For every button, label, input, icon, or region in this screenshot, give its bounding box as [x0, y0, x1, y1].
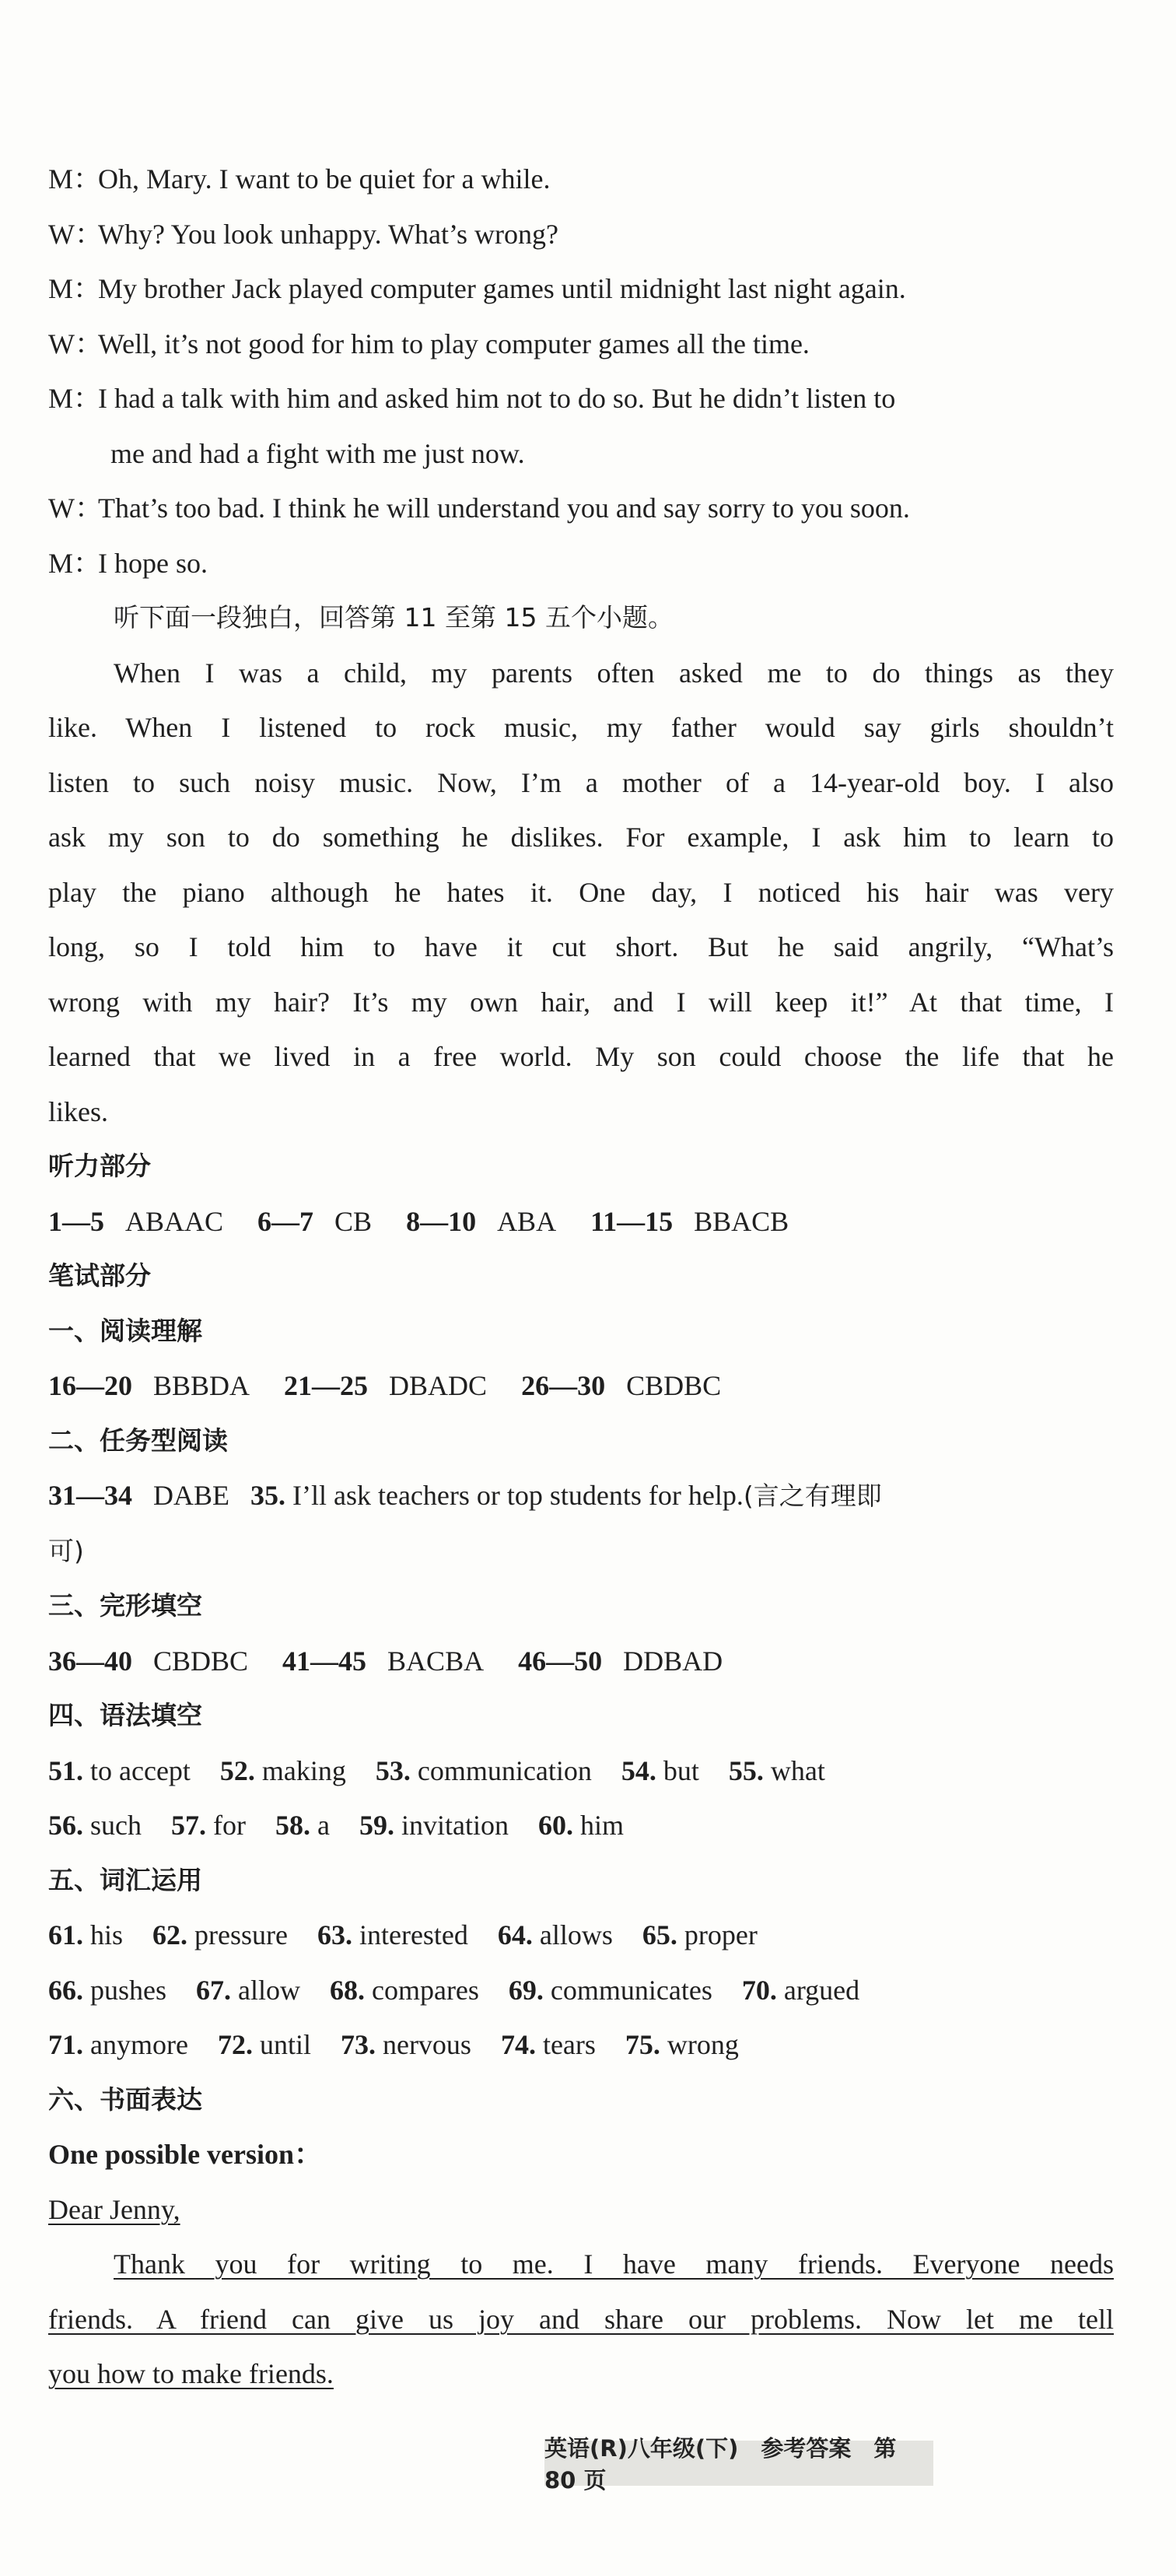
- speaker-label: M：: [48, 547, 102, 579]
- answer-word: him: [579, 1810, 624, 1841]
- answer-item: [376, 1755, 592, 1786]
- answer-number: 72.: [217, 2029, 253, 2060]
- answer-word: wrong: [667, 2029, 739, 2060]
- answer-word: compares: [371, 1974, 479, 2006]
- dialogue-continuation: me and had a fight with me just now.: [110, 437, 525, 469]
- answer-number: 67.: [196, 1974, 231, 2006]
- answer-word: invitation: [401, 1810, 509, 1841]
- answer-group: 46—50 DDBAD: [518, 1645, 723, 1677]
- answer-row: [48, 1798, 1114, 1853]
- dialogue-line: [48, 481, 1114, 536]
- task-reading-note: 可): [48, 1535, 84, 1566]
- dialogue-text: Oh, Mary. I want to be quiet for a while.: [98, 163, 551, 195]
- writing-line: [48, 2292, 1114, 2347]
- answer-item: [509, 1975, 712, 2006]
- answer-item: [317, 1919, 468, 1950]
- vocab-title: 五、词汇运用: [48, 1864, 202, 1895]
- writing-title: 六、书面表达: [48, 2084, 202, 2115]
- dialogue-text: Why? You look unhappy. What’s wrong?: [98, 218, 558, 250]
- reading-title: 一、阅读理解: [48, 1315, 202, 1346]
- answer-item: [625, 2029, 739, 2060]
- page-footer: 英语(R)八年级(下) 参考答案 第 80 页: [544, 2441, 933, 2486]
- dialogue-line: [48, 152, 1114, 207]
- speaker-label: W：: [48, 492, 103, 524]
- answer-row: [48, 1963, 1114, 2018]
- answer-number: 59.: [359, 1810, 394, 1841]
- answer-item: [498, 1919, 613, 1950]
- speaker-label: M：: [48, 383, 102, 414]
- answer-word: proper: [684, 1919, 758, 1950]
- monologue-line: play the piano although he hates it. One day, I noticed his hair was very: [48, 876, 1114, 908]
- answer-item: [742, 1975, 859, 2006]
- dialogue-section: [48, 152, 1114, 591]
- answer-number: 71.: [48, 2029, 83, 2060]
- task-reading-answers: 31—34 DABE 35. I’ll ask teachers or top students for help.(言之有理即: [48, 1480, 882, 1511]
- monologue-intro: 听下面一段独白，回答第 11 至第 15 五个小题。: [114, 602, 674, 633]
- answer-item: [642, 1919, 758, 1950]
- vocab-answers: [48, 1908, 1114, 2073]
- monologue-line: learned that we lived in a free world. My son could choose the life that he: [48, 1041, 1114, 1072]
- listening-section-title: 听力部分: [48, 1151, 151, 1181]
- writing-line: [48, 2346, 1114, 2402]
- answer-word: such: [90, 1810, 142, 1841]
- monologue-line: likes.: [48, 1095, 108, 1127]
- dialogue-text: That’s too bad. I think he will understand you and say sorry to you soon.: [98, 492, 910, 524]
- answer-item: [538, 1810, 624, 1841]
- answer-number: 60.: [537, 1810, 573, 1841]
- dialogue-line: [48, 371, 1114, 426]
- answer-word: for: [213, 1810, 246, 1841]
- answer-number: 57.: [171, 1810, 206, 1841]
- dialogue-text: My brother Jack played computer games until midnight last night again.: [98, 273, 906, 304]
- answer-number: 73.: [340, 2029, 376, 2060]
- answer-item: [330, 1975, 479, 2006]
- answer-group: 21—25 DBADC: [284, 1370, 488, 1401]
- answer-number: 69.: [508, 1974, 544, 2006]
- monologue-line: When I was a child, my parents often asked me to do things as they: [114, 657, 1114, 689]
- answer-number: 63.: [317, 1919, 352, 1950]
- answer-word: anymore: [90, 2029, 188, 2060]
- writing-text: you how to make friends.: [48, 2358, 334, 2389]
- answer-number: 53.: [375, 1754, 411, 1786]
- cloze-title: 三、完形填空: [48, 1590, 202, 1621]
- answer-number: 70.: [741, 1974, 777, 2006]
- dialogue-line: [48, 317, 1114, 372]
- cloze-answers: [48, 1634, 1114, 1689]
- monologue-line: wrong with my hair? It’s my own hair, and I will keep it!” At that time, I: [48, 986, 1114, 1018]
- monologue-line: listen to such noisy music. Now, I’m a mother of a 14-year-old boy. I also: [48, 766, 1114, 798]
- answer-item: [196, 1975, 300, 2006]
- monologue-line: long, so I told him to have it cut short. But he said angrily, “What’s: [48, 931, 1114, 962]
- answer-number: 56.: [48, 1810, 83, 1841]
- answer-word: communication: [417, 1754, 592, 1786]
- speaker-label: M：: [48, 163, 102, 195]
- answer-word: nervous: [382, 2029, 471, 2060]
- answer-row: [48, 2017, 1114, 2073]
- answer-word: until: [259, 2029, 311, 2060]
- answer-word: a: [317, 1810, 330, 1841]
- writing-text: friends. A friend can give us joy and share our problems. Now let me tell: [48, 2303, 1114, 2335]
- answer-row: [48, 1744, 1114, 1799]
- answer-group: 26—30 CBDBC: [521, 1370, 722, 1401]
- answer-number: 51.: [48, 1754, 83, 1786]
- answer-item: [341, 2029, 471, 2060]
- answer-item: [501, 2029, 596, 2060]
- answer-number: 74.: [500, 2029, 536, 2060]
- answer-item: [729, 1755, 825, 1786]
- writing-text: Thank you for writing to me. I have many friends. Everyone needs: [114, 2248, 1114, 2280]
- answer-word: to accept: [90, 1754, 191, 1786]
- answer-item: [621, 1755, 699, 1786]
- answer-item: [220, 1755, 346, 1786]
- answer-group: 36—40 CBDBC: [48, 1645, 249, 1677]
- answer-word: interested: [359, 1919, 468, 1950]
- writing-greeting: Dear Jenny,: [48, 2193, 180, 2225]
- answer-group: 6—7 CB: [257, 1205, 373, 1237]
- answer-word: allow: [238, 1974, 300, 2006]
- dialogue-line: [48, 536, 1114, 591]
- dialogue-text: I had a talk with him and asked him not to do so. But he didn’t listen to: [98, 383, 896, 414]
- answer-word: allows: [539, 1919, 613, 1950]
- reading-answers: [48, 1358, 1114, 1414]
- answer-number: 52.: [219, 1754, 255, 1786]
- answer-item: [48, 1919, 123, 1950]
- answer-item: [48, 1975, 166, 2006]
- monologue-line: like. When I listened to rock music, my father would say girls shouldn’t: [48, 712, 1114, 743]
- answer-number: 61.: [48, 1919, 83, 1950]
- answer-word: pressure: [194, 1919, 288, 1950]
- grammar-answers: [48, 1744, 1114, 1853]
- answer-number: 64.: [497, 1919, 533, 1950]
- answer-number: 66.: [48, 1974, 83, 2006]
- written-section-title: 笔试部分: [48, 1260, 151, 1291]
- answer-word: pushes: [90, 1974, 166, 2006]
- monologue-paragraph: [48, 646, 1114, 1140]
- dialogue-line: [48, 261, 1114, 317]
- answer-word: making: [261, 1754, 346, 1786]
- writing-line: [48, 2237, 1114, 2292]
- answer-group: 41—45 BACBA: [282, 1645, 485, 1677]
- speaker-label: M：: [48, 273, 102, 304]
- listening-answers: [48, 1194, 1114, 1249]
- task-reading-title: 二、任务型阅读: [48, 1425, 228, 1456]
- answer-item: [152, 1919, 288, 1950]
- answer-number: 54.: [621, 1754, 656, 1786]
- answer-word: but: [663, 1754, 699, 1786]
- answer-item: [275, 1810, 330, 1841]
- answer-word: argued: [783, 1974, 860, 2006]
- answer-page: [48, 152, 1114, 2402]
- answer-word: communicates: [550, 1974, 712, 2006]
- answer-group: 16—20 BBBDA: [48, 1370, 250, 1401]
- answer-item: [218, 2029, 311, 2060]
- monologue-line: ask my son to do something he dislikes. For example, I ask him to learn to: [48, 822, 1114, 853]
- answer-group: 1—5 ABAAC: [48, 1205, 224, 1237]
- answer-word: his: [90, 1919, 124, 1950]
- answer-number: 62.: [152, 1919, 188, 1950]
- answer-number: 58.: [275, 1810, 310, 1841]
- answer-number: 68.: [329, 1974, 365, 2006]
- answer-item: [359, 1810, 509, 1841]
- answer-item: [48, 2029, 188, 2060]
- answer-group: 11—15 BBACB: [590, 1205, 789, 1237]
- dialogue-text: Well, it’s not good for him to play computer games all the time.: [98, 328, 810, 359]
- grammar-title: 四、语法填空: [48, 1700, 202, 1730]
- speaker-label: W：: [48, 218, 103, 250]
- answer-item: [48, 1810, 142, 1841]
- answer-word: tears: [542, 2029, 596, 2060]
- answer-group: 8—10 ABA: [406, 1205, 557, 1237]
- answer-item: [171, 1810, 246, 1841]
- answer-number: 55.: [728, 1754, 764, 1786]
- speaker-label: W：: [48, 328, 103, 359]
- dialogue-text: I hope so.: [98, 547, 208, 579]
- answer-number: 65.: [642, 1919, 677, 1950]
- answer-word: what: [770, 1754, 825, 1786]
- writing-version-label: One possible version：: [48, 2139, 323, 2170]
- answer-number: 75.: [625, 2029, 660, 2060]
- dialogue-line: [48, 207, 1114, 262]
- answer-row: [48, 1908, 1114, 1963]
- writing-body: [48, 2237, 1114, 2402]
- answer-item: [48, 1755, 191, 1786]
